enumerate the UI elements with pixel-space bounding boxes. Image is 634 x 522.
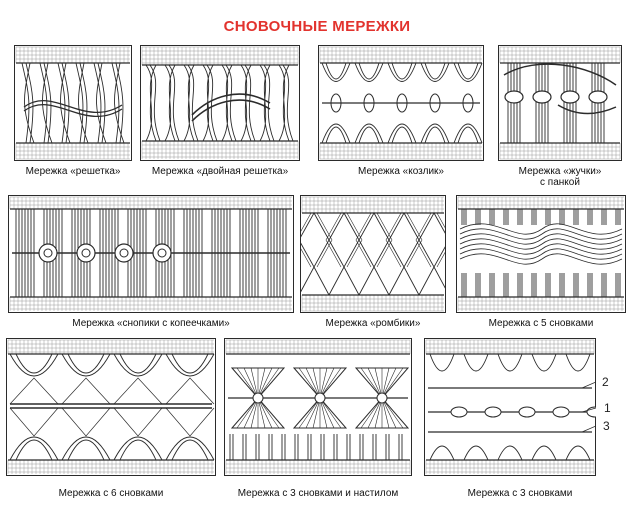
caption-3-snovki: Мережка с 3 сновками: [467, 488, 573, 499]
panel-double-reshetka: [140, 45, 300, 161]
knot: [553, 407, 569, 417]
label-1: 1: [604, 401, 611, 415]
label-3: 3: [603, 419, 610, 433]
panel-3-snovki-nastil: [224, 338, 412, 476]
panel-6-snovok: [6, 338, 216, 476]
three-snovki-diagram: [424, 338, 596, 476]
panel-5-snovok: [456, 195, 626, 313]
rombiki-diagram: [300, 195, 446, 313]
bug-knot: [533, 91, 551, 103]
snopiki-diagram: [8, 195, 294, 313]
page-title: СНОВОЧНЫЕ МЕРЕЖКИ: [223, 18, 411, 35]
panel-snopiki: [8, 195, 294, 313]
caption-zhuchki-line2: с панкой: [540, 177, 580, 188]
six-snovok-diagram: [6, 338, 216, 476]
coin-knot: [115, 244, 133, 262]
three-snovki-nastil-diagram: [224, 338, 412, 476]
bug-knot: [561, 91, 579, 103]
bug-knot: [505, 91, 523, 103]
five-snovok-diagram: [456, 195, 626, 313]
caption-6-snovok: Мережка с 6 сновками: [58, 488, 164, 499]
center-knot: [315, 393, 325, 403]
caption-3-snovki-nastil: Мережка с 3 сновками и настилом: [237, 488, 399, 499]
coin-knot: [153, 244, 171, 262]
caption-5-snovok: Мережка с 5 сновками: [488, 318, 594, 329]
caption-double-reshetka: Мережка «двойная решетка»: [151, 166, 289, 177]
panel-3-snovki: [424, 338, 596, 476]
center-knot: [377, 393, 387, 403]
panel-reshetka: [14, 45, 132, 161]
coin-knot: [77, 244, 95, 262]
caption-reshetka: Мережка «решетка»: [25, 166, 121, 177]
center-knot: [253, 393, 263, 403]
panel-frame: [7, 339, 216, 476]
knot: [451, 407, 467, 417]
panel-frame: [425, 339, 596, 476]
caption-zhuchki-line1: Мережка «жучки»: [518, 166, 602, 177]
caption-snopiki: Мережка «снопики с копеечками»: [72, 318, 230, 329]
bug-knot: [589, 91, 607, 103]
panel-kozlik: [318, 45, 484, 161]
label-2: 2: [602, 375, 609, 389]
panel-zhuchki: [498, 45, 622, 161]
knot: [519, 407, 535, 417]
double-reshetka-diagram: [140, 45, 300, 161]
coin-knot: [39, 244, 57, 262]
reshetka-diagram: [14, 45, 132, 161]
caption-rombiki: Мережка «ромбики»: [325, 318, 421, 329]
caption-kozlik: Мережка «козлик»: [358, 166, 444, 177]
panel-rombiki: [300, 195, 446, 313]
knot: [485, 407, 501, 417]
zhuchki-diagram: [498, 45, 622, 161]
kozlik-diagram: [318, 45, 484, 161]
